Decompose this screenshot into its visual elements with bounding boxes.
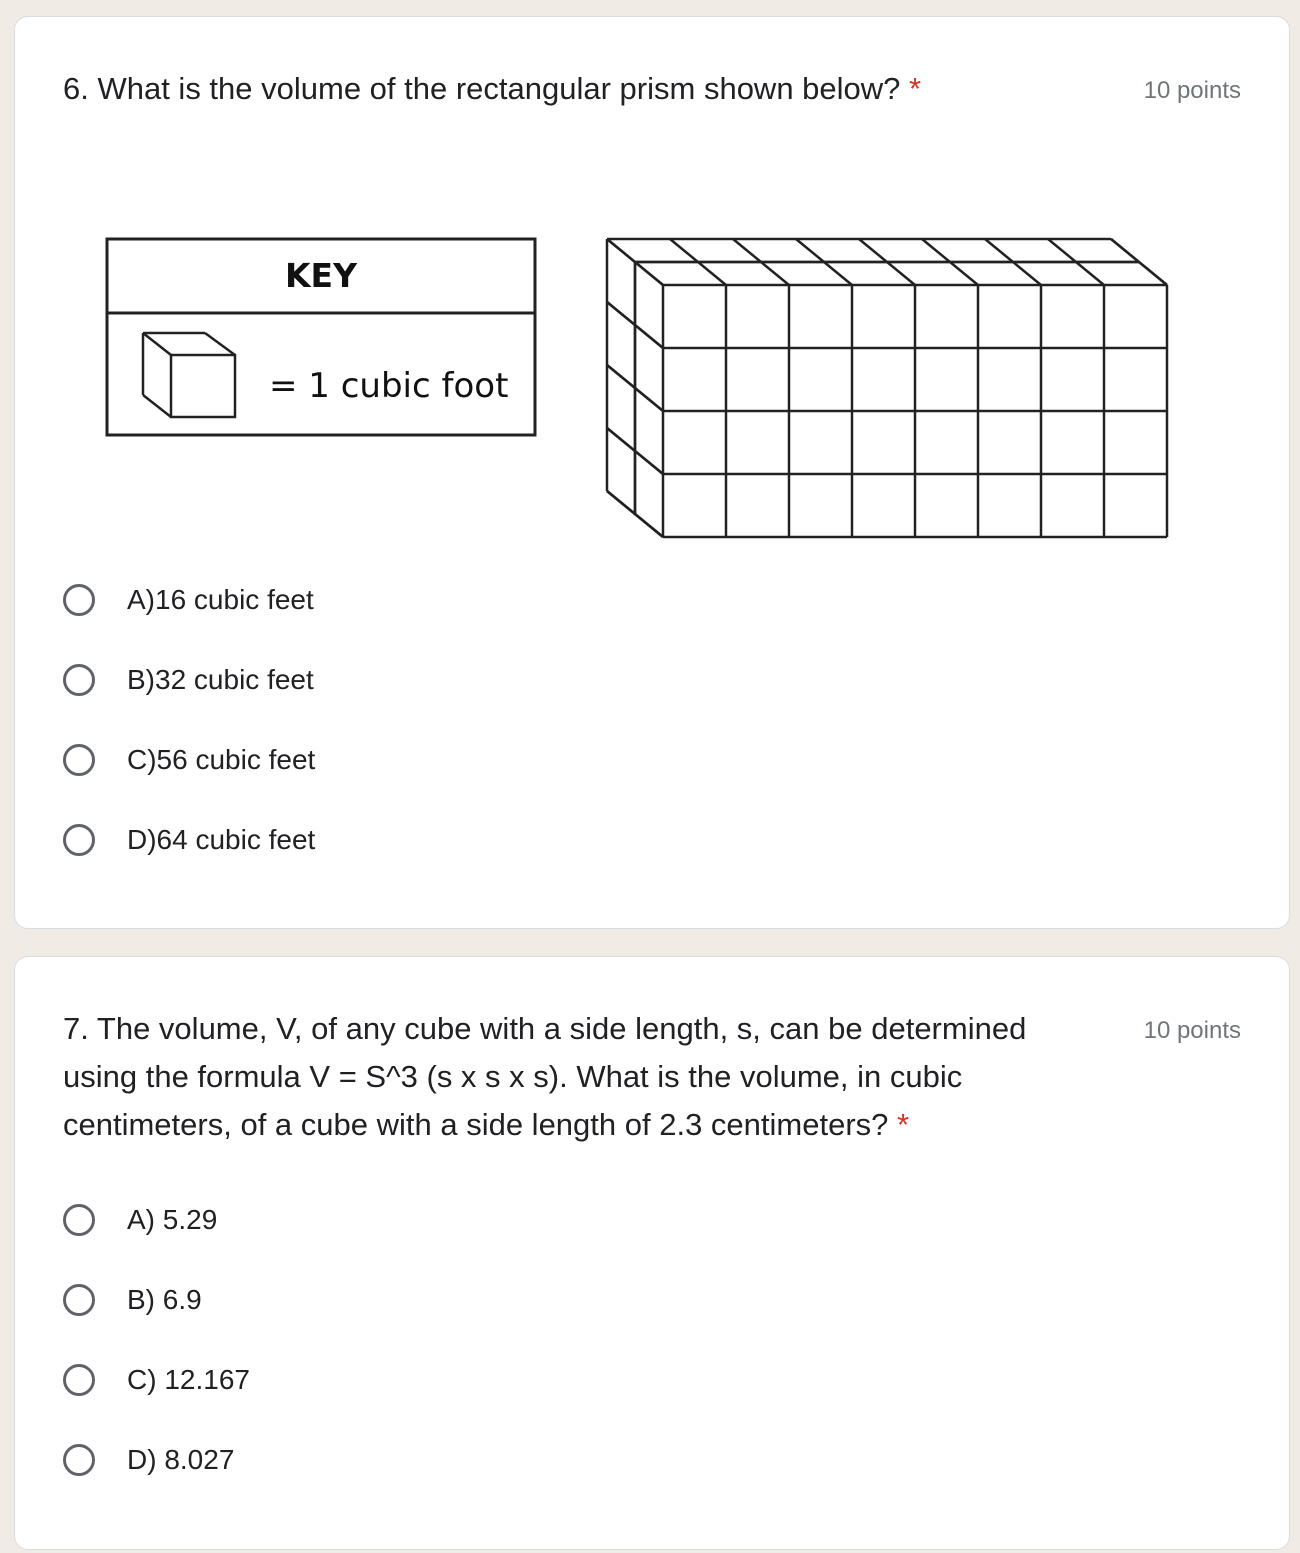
option-d[interactable] <box>63 1438 234 1482</box>
points-label: 10 points <box>1143 1017 1241 1044</box>
option-label: B)32 cubic feet <box>127 664 314 695</box>
option-label: C) 12.167 <box>127 1364 250 1395</box>
option-a[interactable] <box>63 1198 217 1242</box>
option-label: D) 8.027 <box>127 1444 235 1475</box>
question-title <box>63 65 1063 113</box>
option-label: A)16 cubic feet <box>127 584 314 615</box>
option-c[interactable] <box>63 738 315 782</box>
option-d[interactable] <box>63 818 315 862</box>
unit-cube-icon <box>143 333 235 417</box>
option-b[interactable] <box>63 1278 202 1322</box>
question-text: 6. What is the volume of the rectangular prism shown below? <box>63 71 901 106</box>
radio-button[interactable] <box>63 1284 95 1316</box>
option-label: C)56 cubic feet <box>127 744 316 775</box>
required-asterisk: * <box>909 71 922 106</box>
question-card-6 <box>14 16 1290 929</box>
radio-button[interactable] <box>63 1364 95 1396</box>
radio-button[interactable] <box>63 664 95 696</box>
option-a[interactable] <box>63 578 314 622</box>
radio-button[interactable] <box>63 824 95 856</box>
rectangular-prism <box>607 239 1167 537</box>
radio-button[interactable] <box>63 1204 95 1236</box>
option-label: B) 6.9 <box>127 1284 202 1315</box>
key-text: = 1 cubic foot <box>269 366 509 406</box>
prism-figure <box>77 203 1177 543</box>
radio-button[interactable] <box>63 584 95 616</box>
question-text: 7. The volume, V, of any cube with a side length, s, can be determined using the formula V = S^3 (s x s x s). What is the volume, in cubic centimeters, of a cube with a side length of 2.3 centimeters? <box>63 1011 1027 1142</box>
key-header: KEY <box>284 256 358 295</box>
question-card-7 <box>14 956 1290 1550</box>
option-label: A) 5.29 <box>127 1204 218 1235</box>
radio-button[interactable] <box>63 1444 95 1476</box>
required-asterisk: * <box>897 1107 910 1142</box>
option-label: D)64 cubic feet <box>127 824 316 855</box>
option-c[interactable] <box>63 1358 250 1402</box>
points-label: 10 points <box>1143 77 1241 104</box>
radio-button[interactable] <box>63 744 95 776</box>
option-b[interactable] <box>63 658 314 702</box>
question-title <box>63 1005 1093 1149</box>
